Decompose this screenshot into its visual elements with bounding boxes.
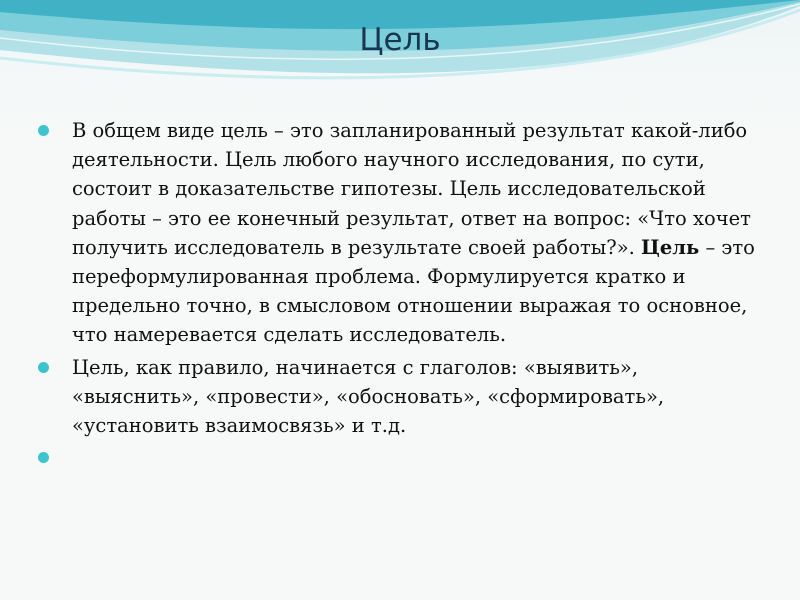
paragraph-1-intro: В общем виде цель – это запланированный результат какой-либо деятельности. Цель любого научного исследования, по сути, состоит в доказательстве гипотезы. Цель исследовательской работы – это ее конечный результат, ответ на вопрос: «Что хочет получить исследователь в результате своей работы?».: [72, 119, 751, 259]
paragraph-1-definition: – это переформулированная проблема. Формулируется кратко и предельно точно, в смысловом отношении выражая то основное, что намеревается сделать исследователь.: [72, 235, 755, 347]
paragraph-1-term: Цель: [641, 235, 700, 259]
bullet-icon: [38, 125, 49, 136]
slide-title: Цель: [359, 22, 441, 58]
bullet-paragraph-3: [38, 443, 758, 472]
bullet-paragraph-2: [38, 353, 758, 441]
slide-content: [38, 116, 758, 475]
bullet-icon: [38, 452, 49, 463]
paragraph-2-text: Цель, как правило, начинается с глаголов: «выявить», «выяснить», «провести», «обосновать», «сформировать», «установить взаимосвязь» и т.д.: [72, 355, 665, 438]
bullet-paragraph-1: [38, 116, 758, 350]
bullet-icon: [38, 362, 49, 373]
